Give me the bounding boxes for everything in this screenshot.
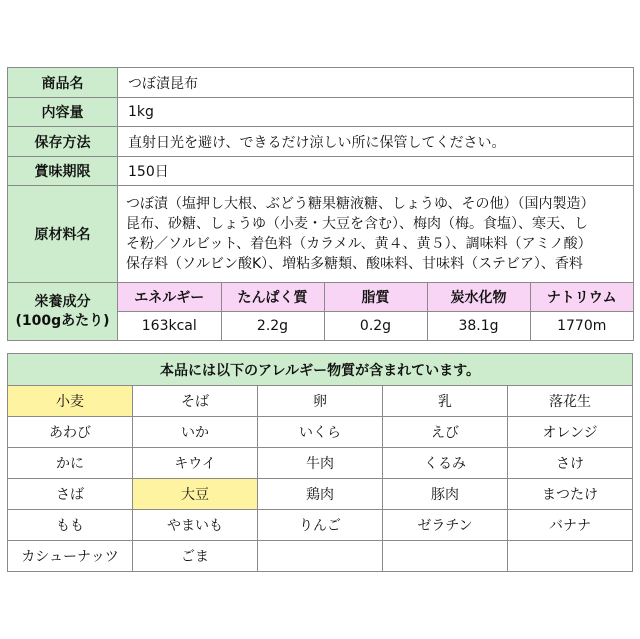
allergen-cell: 落花生: [508, 386, 633, 417]
nutrition-value: 2.2g: [221, 312, 324, 341]
allergen-table: [7, 353, 633, 572]
nutrition-header: エネルギー: [118, 283, 221, 312]
nutrition-header: ナトリウム: [530, 283, 633, 312]
allergen-cell: ゼラチン: [383, 510, 508, 541]
allergen-cell: もも: [8, 510, 133, 541]
row-content: [8, 98, 634, 127]
allergen-cell-highlighted: 大豆: [133, 479, 258, 510]
allergen-cell: 卵: [258, 386, 383, 417]
row-expiry: [8, 157, 634, 186]
materials-line: そ粉／ソルビット、着色料（カラメル、黄４、黄５）、調味料（アミノ酸）: [126, 236, 592, 252]
storage-label: 保存方法: [8, 127, 118, 157]
nutrition-header: 脂質: [324, 283, 427, 312]
nutrition-header: 炭水化物: [427, 283, 530, 312]
allergen-cell: さば: [8, 479, 133, 510]
product-name-label: 商品名: [8, 68, 118, 98]
allergen-header: 本品には以下のアレルギー物質が含まれています。: [8, 354, 633, 386]
allergen-cell: ごま: [133, 541, 258, 572]
allergen-cell: りんご: [258, 510, 383, 541]
allergen-cell: そば: [133, 386, 258, 417]
row-product-name: [8, 68, 634, 98]
nutrition-label-title: 栄養成分: [34, 293, 91, 310]
allergen-cell: まつたけ: [508, 479, 633, 510]
allergen-row: [8, 541, 633, 572]
nutrition-label-unit: (100gあたり): [15, 312, 110, 329]
allergen-cell: [508, 541, 633, 572]
allergen-cell: カシューナッツ: [8, 541, 133, 572]
storage-value: 直射日光を避け、できるだけ涼しい所に保管してください。: [118, 127, 634, 157]
allergen-cell: キウイ: [133, 448, 258, 479]
allergen-cell-highlighted: 小麦: [8, 386, 133, 417]
materials-line: 昆布、砂糖、しょうゆ（小麦・大豆を含む）、梅肉（梅。食塩）、寒天、し: [126, 216, 588, 232]
materials-value: [118, 186, 634, 283]
allergen-cell: 鶏肉: [258, 479, 383, 510]
nutrition-cell: [118, 283, 634, 341]
content-value: 1kg: [118, 98, 634, 127]
materials-line: 保存料（ソルビン酸K）、増粘多糖類、酸味料、甘味料（ステビア）、香料: [126, 256, 583, 272]
allergen-cell: かに: [8, 448, 133, 479]
allergen-cell: さけ: [508, 448, 633, 479]
allergen-cell: [258, 541, 383, 572]
allergen-row: [8, 510, 633, 541]
allergen-cell: えび: [383, 417, 508, 448]
allergen-row: [8, 479, 633, 510]
row-nutrition: [8, 283, 634, 341]
content-label: 内容量: [8, 98, 118, 127]
allergen-cell: [383, 541, 508, 572]
expiry-label: 賞味期限: [8, 157, 118, 186]
row-materials: [8, 186, 634, 283]
allergen-cell: 牛肉: [258, 448, 383, 479]
allergen-cell: いくら: [258, 417, 383, 448]
expiry-value: 150日: [118, 157, 634, 186]
allergen-cell: いか: [133, 417, 258, 448]
allergen-cell: オレンジ: [508, 417, 633, 448]
allergen-cell: 乳: [383, 386, 508, 417]
materials-line: つぼ漬（塩押し大根、ぶどう糖果糖液糖、しょうゆ、その他）（国内製造）: [126, 196, 595, 212]
allergen-cell: 豚肉: [383, 479, 508, 510]
product-name-value: つぼ漬昆布: [118, 68, 634, 98]
allergen-row: [8, 386, 633, 417]
allergen-cell: あわび: [8, 417, 133, 448]
allergen-cell: バナナ: [508, 510, 633, 541]
nutrition-label: [8, 283, 118, 341]
nutrition-value: 1770m: [530, 312, 633, 341]
allergen-row: [8, 448, 633, 479]
allergen-cell: くるみ: [383, 448, 508, 479]
nutrition-value: 163kcal: [118, 312, 221, 341]
nutrition-value: 38.1g: [427, 312, 530, 341]
nutrition-header: たんぱく質: [221, 283, 324, 312]
materials-label: 原材料名: [8, 186, 118, 283]
allergen-cell: やまいも: [133, 510, 258, 541]
product-info-table: [7, 67, 634, 341]
allergen-row: [8, 417, 633, 448]
row-storage: [8, 127, 634, 157]
nutrition-value: 0.2g: [324, 312, 427, 341]
nutrition-table: [118, 283, 633, 340]
